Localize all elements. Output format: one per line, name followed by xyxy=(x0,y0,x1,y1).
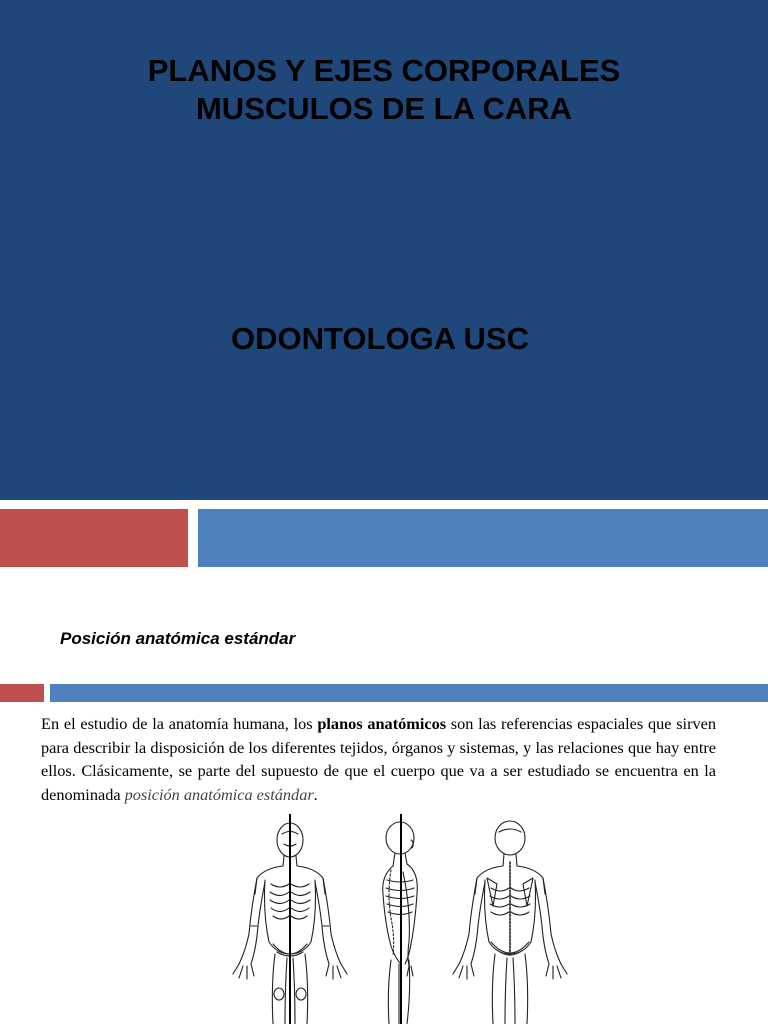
slide-title-line-2: MUSCULOS DE LA CARA xyxy=(195,91,572,126)
paragraph-text: son las referencias espaciales que sirven para describir la disposición de los diferentes tejidos, órganos y sistemas, y las relaciones que hay entre ellos. Clásicamente, se parte del supuesto de que el cuerpo que va a ser estudiado se encuentra en la denominada xyxy=(41,714,716,804)
divider-bar-blue xyxy=(50,684,768,702)
title-slide xyxy=(0,0,768,500)
slide-subtitle: ODONTOLOGA USC xyxy=(231,321,529,356)
slide-title xyxy=(0,52,768,128)
bold-term: planos anatómicos xyxy=(317,714,447,733)
paragraph-text: En el estudio de la anatomía humana, los xyxy=(41,714,318,733)
slide-title-line-1: PLANOS Y EJES CORPORALES xyxy=(147,53,621,88)
anterior-view-figure xyxy=(233,814,347,1024)
body-paragraph xyxy=(41,712,716,806)
paragraph-end: . xyxy=(313,784,318,804)
section-heading: Posición anatómica estándar xyxy=(60,629,296,648)
accent-band-red xyxy=(0,509,188,567)
posterior-view-figure xyxy=(453,821,567,1024)
anatomical-position-illustration xyxy=(225,814,585,1024)
accent-band-blue xyxy=(198,509,768,567)
divider-bar-red xyxy=(0,684,44,702)
italic-term: posición anatómica estándar xyxy=(124,784,314,804)
lateral-view-figure xyxy=(383,814,418,1024)
